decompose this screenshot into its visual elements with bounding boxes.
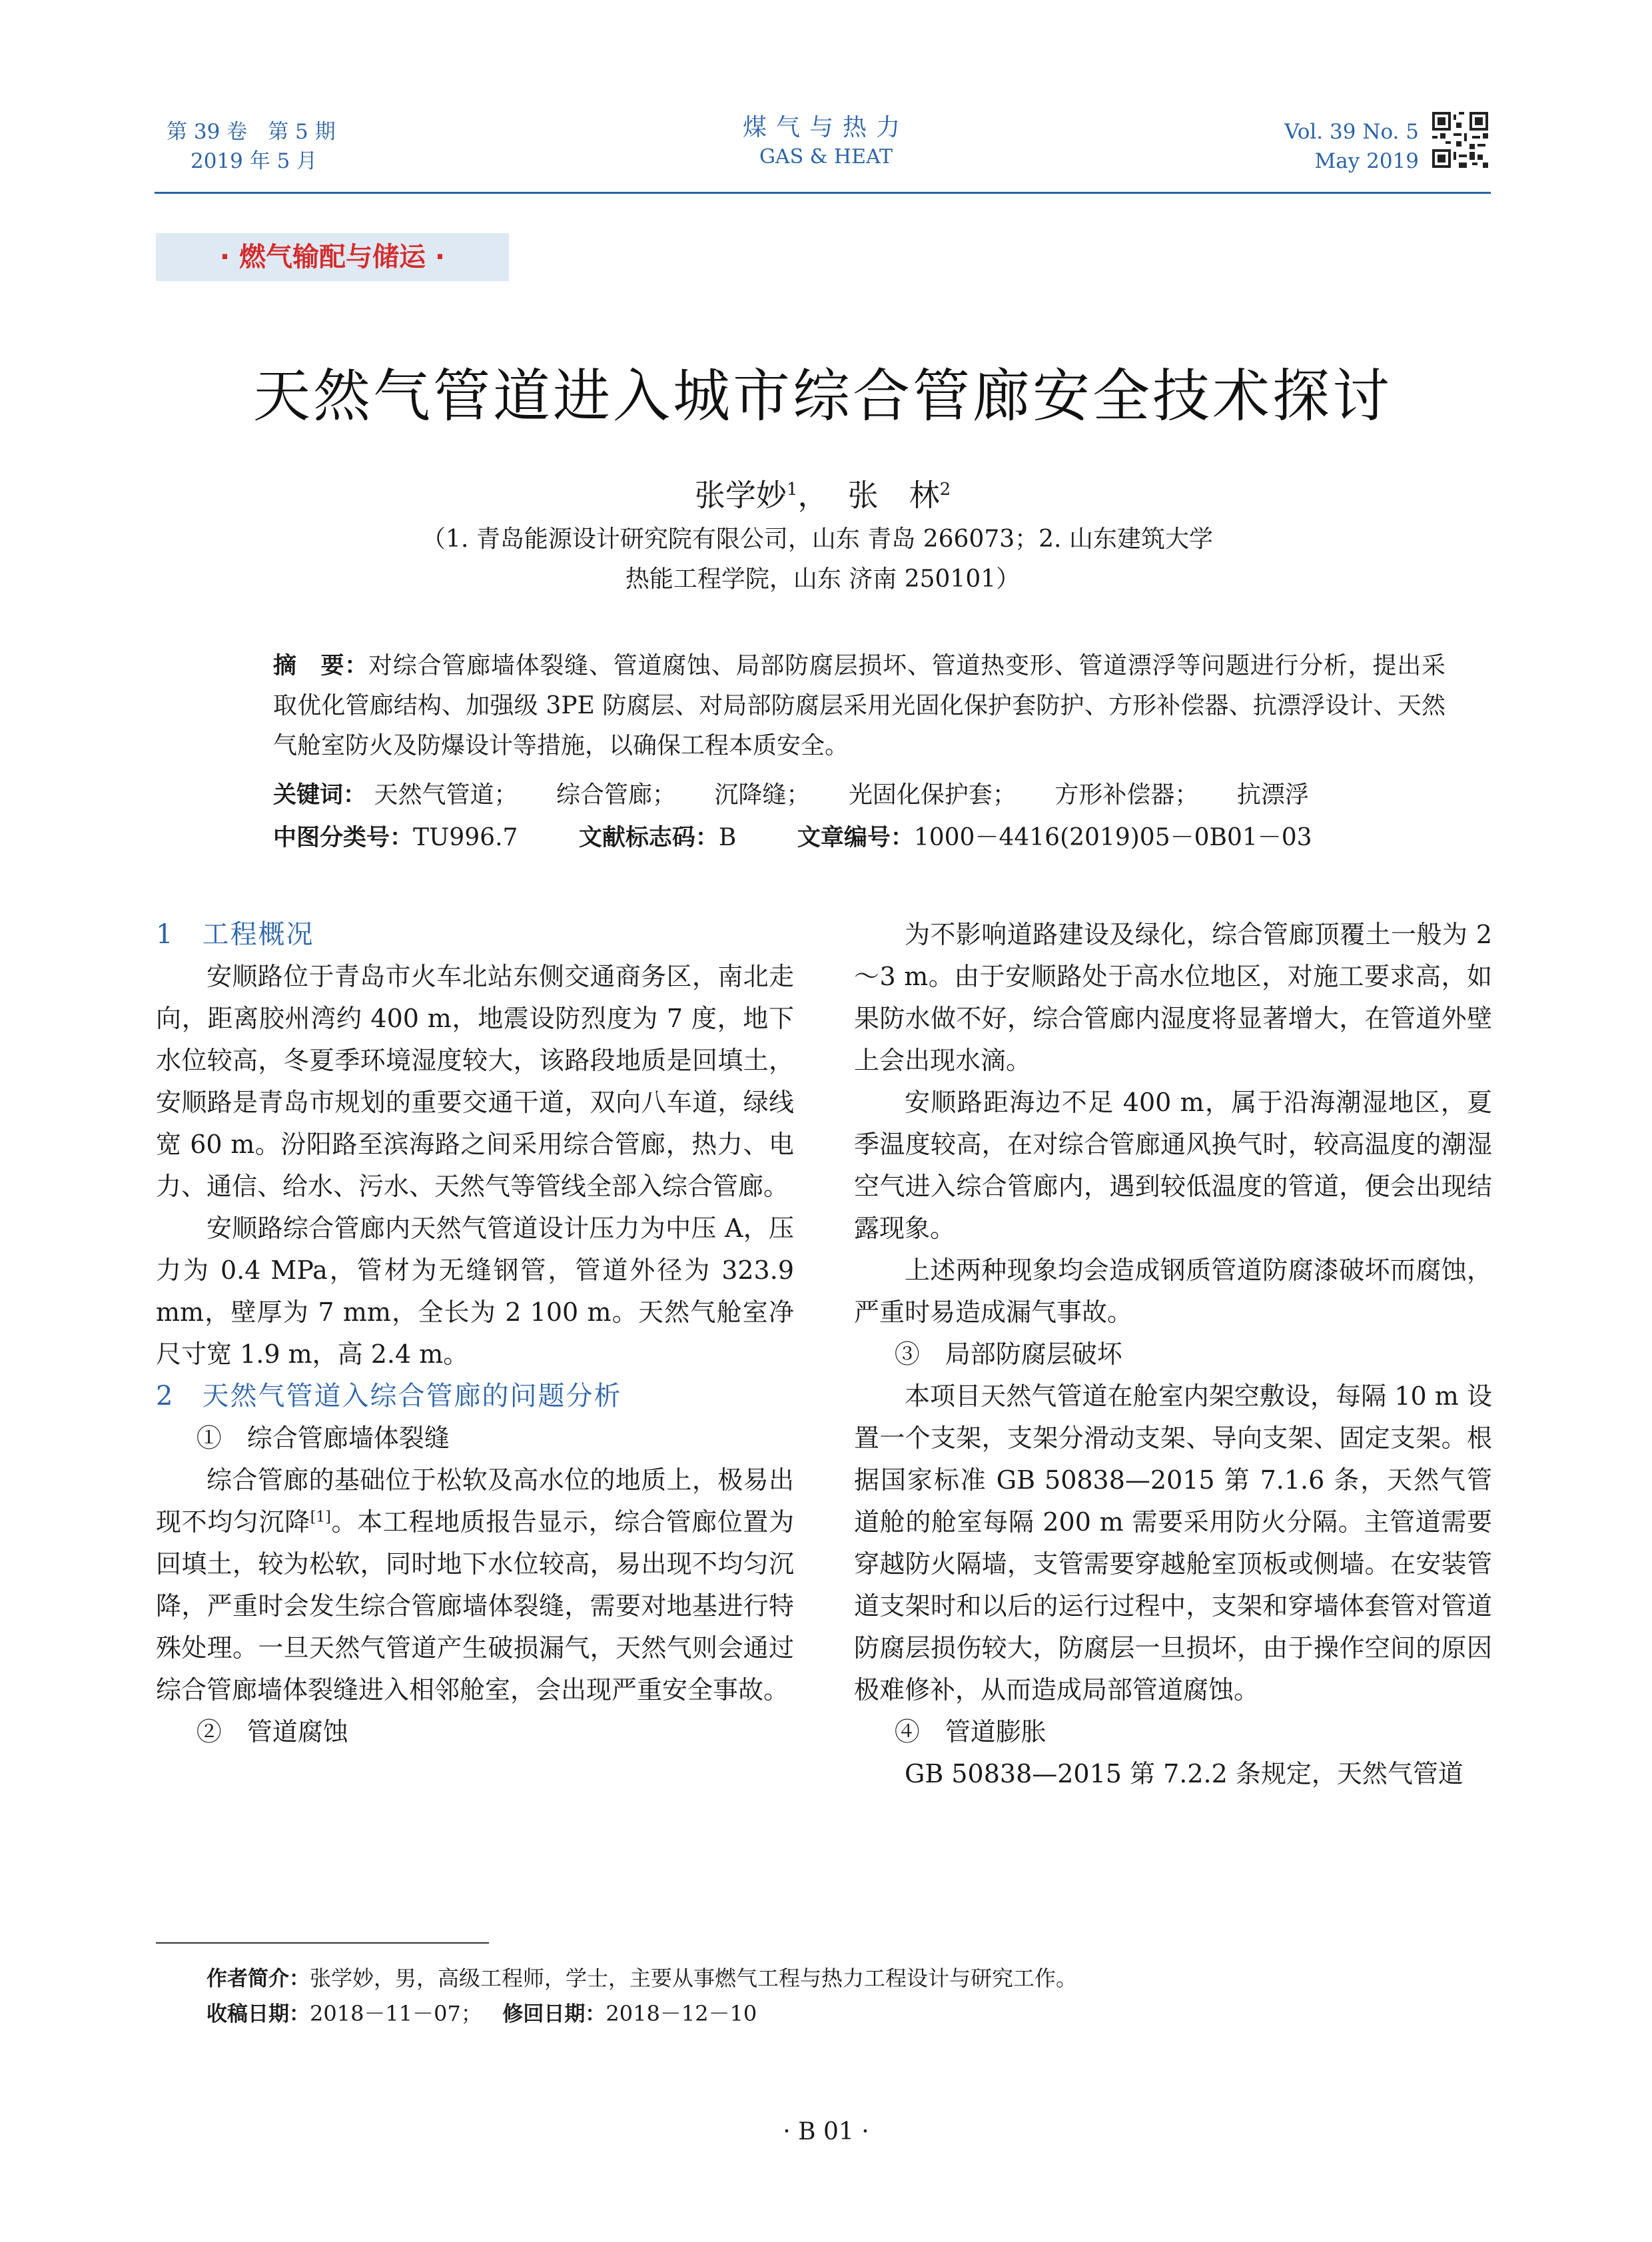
authors — [155, 466, 1491, 518]
author-1-mark: 1 — [786, 480, 798, 500]
keywords-label: 关键词： — [273, 782, 367, 809]
citation-ref: [1] — [310, 1509, 331, 1526]
revised-date: 2018－12－10 — [606, 2001, 757, 2026]
section-heading-1: 1 工程概况 — [156, 919, 314, 950]
received-label: 收稿日期： — [206, 2002, 310, 2026]
affiliation-line-1: （1. 青岛能源设计研究院有限公司，山东 青岛 266073；2. 山东建筑大学 — [422, 526, 1213, 553]
author-bio-label: 作者简介： — [206, 1967, 310, 1991]
keyword: 光固化保护套； — [848, 781, 1017, 809]
received-date: 2018－11－07； — [310, 2001, 482, 2026]
subheading: ① 综合管廊墙体裂缝 — [196, 1423, 450, 1453]
subheading: ④ 管道膨胀 — [894, 1717, 1046, 1746]
issue-date: 2019 年 5 月 — [191, 149, 318, 173]
article-id-label: 文章编号： — [797, 825, 914, 851]
clc-value: TU996.7 — [413, 824, 518, 851]
subheading: ② 管道腐蚀 — [196, 1717, 348, 1746]
paragraph-text: 。本工程地质报告显示，综合管廊位置为回填土，较为松软，同时地下水位较高，易出现不均匀沉降，严重时会发生综合管廊墙体裂缝，需要对地基进行特殊处理。一旦天然气管道产生破损漏气，天然气则会通过综合管廊墙体裂缝进入相邻舱室，会出现严重安全事故。 — [156, 1507, 794, 1704]
footnote — [206, 1961, 1472, 2032]
classification-info — [273, 818, 1485, 858]
keyword: 方形补偿器； — [1054, 781, 1199, 809]
clc-label: 中图分类号： — [273, 825, 414, 851]
keyword: 综合管廊； — [556, 781, 676, 809]
article-title: 天然气管道进入城市综合管廊安全技术探讨 — [253, 363, 1392, 430]
affiliation-line-2: 热能工程学院，山东 济南 250101） — [625, 565, 1021, 593]
column-tag: · 燃气输配与储运 · — [156, 233, 509, 281]
paragraph — [156, 1459, 794, 1711]
author-1: 张学妙 — [694, 477, 787, 514]
header-rule — [155, 192, 1491, 194]
volume-issue: 第 39 卷 第 5 期 — [167, 120, 336, 144]
issue-date-en: May 2019 — [1314, 149, 1419, 173]
paragraph: 安顺路综合管廊内天然气管道设计压力为中压 A，压力为 0.4 MPa，管材为无缝钢管，管道外径为 323.9 mm，壁厚为 7 mm，全长为 2 100 m。天然气舱室净尺寸宽 1.9 m，高 2.4 m。 — [156, 1214, 794, 1369]
body-column-left — [156, 914, 794, 1753]
abstract — [273, 646, 1446, 766]
journal-name-cn: 煤气与热力 — [742, 114, 909, 141]
author-bio — [206, 1961, 1472, 1996]
body-column-right — [854, 914, 1492, 1795]
journal-issue-info — [167, 117, 446, 176]
paragraph-text: 综合管廊的基础位于松软及高水位的地质上，极易出现不均匀沉降 — [156, 1465, 794, 1537]
doc-code-label: 文献标志码： — [578, 825, 719, 851]
journal-name-en: GAS & HEAT — [759, 145, 893, 169]
revised-label: 修回日期： — [502, 2002, 606, 2026]
author-bio-text: 张学妙，男，高级工程师，学士，主要从事燃气工程与热力工程设计与研究工作。 — [310, 1966, 1078, 1991]
author-2: 张 林 — [847, 477, 940, 514]
paragraph: 为不影响道路建设及绿化，综合管廊顶覆土一般为 2～3 m。由于安顺路处于高水位地区，对施工要求高，如果防水做不好，综合管廊内湿度将显著增大，在管道外壁上会出现水滴。 — [854, 920, 1492, 1075]
keyword: 沉降缝； — [714, 781, 811, 809]
author-2-mark: 2 — [939, 480, 951, 500]
qr-code-icon — [1432, 112, 1488, 168]
article-id-value: 1000－4416(2019)05－0B01－03 — [913, 824, 1312, 851]
paragraph: GB 50838—2015 第 7.2.2 条规定，天然气管道 — [905, 1759, 1463, 1788]
footnote-rule — [156, 1942, 489, 1944]
paragraph: 安顺路位于青岛市火车北站东侧交通商务区，南北走向，距离胶州湾约 400 m，地震设防烈度为 7 度，地下水位较高，冬夏季环境湿度较大，该路段地质是回填土，安顺路是青岛市规划的重要交通干道，双向八车道，绿线宽 60 m。汾阳路至滨海路之间采用综合管廊，热力、电力、通信、给水、污水、天然气等管线全部入综合管廊。 — [156, 962, 794, 1201]
doc-code-value: B — [718, 824, 737, 851]
volume-issue-en: Vol. 39 No. 5 — [1284, 120, 1419, 144]
section-heading-2: 2 天然气管道入综合管廊的问题分析 — [156, 1381, 622, 1411]
affiliations — [155, 520, 1491, 599]
subheading: ③ 局部防腐层破坏 — [894, 1339, 1122, 1369]
journal-issue-info-en — [1172, 117, 1419, 176]
abstract-label: 摘 要： — [273, 653, 369, 679]
author-separator: ， — [797, 477, 829, 514]
paragraph: 安顺路距海边不足 400 m，属于沿海潮湿地区，夏季温度较高，在对综合管廊通风换气时，较高温度的潮湿空气进入综合管廊内，遇到较低温度的管道，便会出现结露现象。 — [854, 1088, 1492, 1243]
paragraph: 上述两种现象均会造成钢质管道防腐漆破坏而腐蚀，严重时易造成漏气事故。 — [854, 1256, 1492, 1327]
keywords — [273, 775, 1485, 815]
abstract-text: 对综合管廊墙体裂缝、管道腐蚀、局部防腐层损坏、管道热变形、管道漂浮等问题进行分析，提出采取优化管廊结构、加强级 3PE 防腐层、对局部防腐层采用光固化保护套防护、方形补偿器、抗漂浮设计、天然气舱室防火及防爆设计等措施，以确保工程本质安全。 — [273, 652, 1446, 759]
journal-name — [626, 113, 1026, 172]
keyword: 天然气管道； — [374, 781, 518, 809]
paragraph: 本项目天然气管道在舱室内架空敷设，每隔 10 m 设置一个支架，支架分滑动支架、导向支架、固定支架。根据国家标准 GB 50838—2015 第 7.1.6 条，天然气管道舱的舱室每隔 200 m 需要采用防火分隔。主管道需要穿越防火隔墙，支管需要穿越舱室顶板或侧墙。在安装管道支架时和以后的运行过程中，支架和穿墙体套管对管道防腐层损伤较大，防腐层一旦损坏，由于操作空间的原因极难修补，从而造成局部管道腐蚀。 — [854, 1381, 1492, 1704]
dates — [206, 1996, 1472, 2032]
keyword: 抗漂浮 — [1236, 781, 1309, 809]
page-number: · B 01 · — [783, 2118, 869, 2145]
